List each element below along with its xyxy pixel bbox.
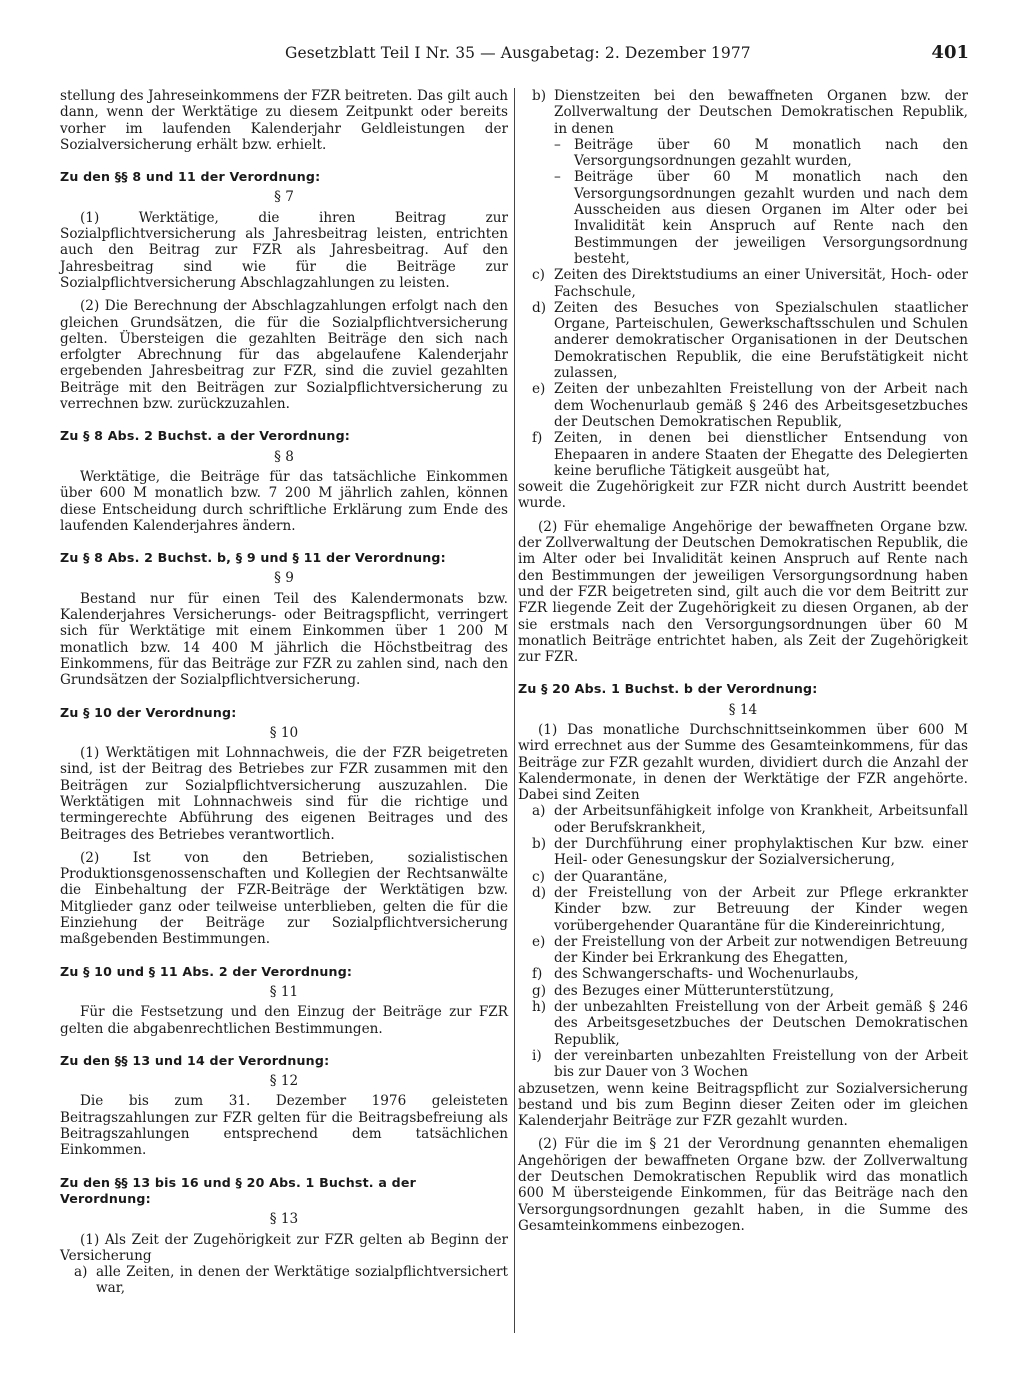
list-text: Zeiten des Besuches von Spezialschulen staatlicher Organe, Parteischulen, Gewerkschaftsschulen und Schulen anderer demokratischer Organisationen in der Deutschen Demokratischen Republik, die eine Berufstätigkeit nicht zulassen, (554, 299, 968, 382)
list-label: a) (74, 1264, 88, 1281)
list-text: der vereinbarten unbezahlten Freistellung von der Arbeit bis zur Dauer von 3 Wochen (554, 1047, 968, 1081)
paragraph-text: soweit die Zugehörigkeit zur FZR nicht durch Austritt beendet wurde. (518, 479, 968, 512)
left-column (60, 88, 508, 1297)
dash-item (554, 169, 968, 267)
section-heading: Zu § 8 Abs. 2 Buchst. b, § 9 und § 11 der Verordnung: (60, 550, 446, 566)
dash-text: Beiträge über 60 M monatlich nach den Versorgungsordnungen gezahlt wurden und nach dem Ausscheiden aus diesen Organen im Alter oder bei Invalidität kein Anspruch auf Rente nach den Bestimmungen der jeweiligen Versorgungsordnung besteht, (574, 169, 968, 267)
paragraph-text: abzusetzen, wenn keine Beitragspflicht zur Sozialversicherung bestand und bis zum Beginn dieser Zeiten oder im gleichen Kalenderjahr Beiträge zur FZR gezahlt wurden. (518, 1080, 968, 1130)
list-text: Zeiten des Direktstudiums an einer Universität, Hoch- oder Fachschule, (554, 267, 968, 300)
paragraph-text: (2) Ist von den Betrieben, sozialistischen Produktionsgenossenschaften und Kollegien der Rechtsanwälte die Einbehaltung der FZR-Beiträge der Werktätigen bzw. Mitglieder ganz oder teilweise unterblieben, gelten die für die Einziehung der Beiträge zur Sozialpflichtversicherung maßgebenden Bestimmungen. (60, 849, 508, 948)
list-text: der Freistellung von der Arbeit zur notwendigen Betreuung der Kinder bei Erkrankung des Ehegatten, (554, 933, 968, 967)
list-label: d) (532, 299, 547, 316)
list-label: c) (532, 868, 545, 885)
list-label: f) (532, 966, 543, 983)
list-item (532, 430, 968, 479)
dash-mark: – (554, 169, 561, 186)
list-label: g) (532, 982, 547, 999)
list-item (532, 999, 968, 1048)
paragraph-number: § 12 (269, 1073, 299, 1090)
list-item (532, 966, 968, 982)
paragraph-text: Werktätige, die Beiträge für das tatsächliche Einkommen über 600 M monatlich bzw. 7 200 M jährlich zahlen, können diese Entscheidung durch schriftliche Erklärung zum Ende des laufenden Kalenderjahres ändern. (60, 468, 508, 534)
paragraph-number: § 8 (274, 448, 294, 465)
paragraph-text: (2) Für die im § 21 der Verordnung genannten ehemaligen Angehörigen der bewaffneten Organe bzw. der Zollverwaltung der Deutschen Demokratischen Republik wird das monatlich 600 M übersteigende Einkommen, für das Beiträge nach den Versorgungsordnungen gezahlt haben, in die Summe des Gesamteinkommens einbezogen. (518, 1136, 968, 1234)
list-label: a) (532, 803, 546, 820)
paragraph-number: § 7 (274, 189, 294, 206)
list-text: Zeiten der unbezahlten Freistellung von der Arbeit nach dem Wochenurlaub gemäß § 246 des Arbeitsgesetzbuches der Deutschen Demokratischen Republik, (554, 381, 968, 430)
paragraph-number: § 11 (269, 983, 299, 1000)
list-item (532, 88, 968, 137)
list-label: b) (532, 88, 547, 104)
list-item (532, 934, 968, 967)
paragraph-text: (1) Werktätigen mit Lohnnachweis, die der FZR beigetreten sind, ist der Beitrag des Betriebes zur FZR zusammen mit den Beiträgen zur Sozialpflichtversicherung auszuzahlen. Die Werktätigen mit Lohnnachweis sind für die richtige und termingerechte Abführung des eigenen Beitrages und des Beitrages des Betriebes verantwortlich. (60, 745, 508, 843)
paragraph-text: (2) Für ehemalige Angehörige der bewaffneten Organe bzw. der Zollverwaltung der Deutschen Demokratischen Republik, die im Alter oder bei Invalidität keinen Anspruch auf Rente nach den Bestimmungen der jeweiligen Versorgungsordnung haben und der FZR beigetreten sind, gilt auch die vor dem Beitritt zur FZR liegende Zeit der Zugehörigkeit zu diesen Organen, ab der sie erstmals nach den Versorgungsordnungen über 60 M monatlich Beiträge entrichtet haben, als Zeit der Zugehörigkeit zur FZR. (518, 518, 968, 666)
paragraph-number: § 10 (269, 724, 299, 741)
list-item (532, 885, 968, 934)
list-label: c) (532, 267, 545, 284)
list (518, 803, 968, 1080)
section-heading: Zu § 20 Abs. 1 Buchst. b der Verordnung: (518, 681, 818, 697)
paragraph-text: (1) Das monatliche Durchschnittseinkommen über 600 M wird errechnet aus der Summe des Gesamteinkommens, für das Beiträge zur FZR gezahlt wurden, dividiert durch die Anzahl der Kalendermonate, in denen der Werktätige der FZR angehörte. Dabei sind Zeiten (518, 721, 968, 804)
list-text: Dienstzeiten bei den bewaffneten Organen bzw. der Zollverwaltung der Deutschen Demokratischen Republik, in denen (554, 88, 968, 137)
list-item (532, 869, 968, 885)
list-label: d) (532, 884, 547, 901)
right-column (518, 88, 968, 1234)
list-item (532, 803, 968, 836)
list-item (532, 267, 968, 300)
paragraph-text: Die bis zum 31. Dezember 1976 geleisteten Beitragszahlungen zur FZR gelten für die Beitragsbefreiung als Beitragszahlungen entsprechend dem tatsächlichen Einkommen. (60, 1093, 508, 1159)
list-text: der Durchführung einer prophylaktischen Kur bzw. einer Heil- oder Genesungskur der Sozialversicherung, (554, 836, 968, 869)
list-item (532, 1048, 968, 1081)
list-item (74, 1264, 508, 1297)
list-label: e) (532, 933, 546, 950)
page-header (55, 40, 969, 70)
section-heading: Zu den §§ 8 und 11 der Verordnung: (60, 169, 321, 185)
header-title: Gesetzblatt Teil I Nr. 35 — Ausgabetag: 2. Dezember 1977 (285, 44, 751, 62)
list-text: der Arbeitsunfähigkeit infolge von Krankheit, Arbeitsunfall oder Berufskrankheit, (554, 803, 968, 836)
list-label: f) (532, 430, 543, 447)
dash-mark: – (554, 136, 561, 153)
list-item (532, 983, 968, 999)
paragraph-text: Bestand nur für einen Teil des Kalendermonats bzw. Kalenderjahres Versicherungs- oder Beitragspflicht, verringert sich für Werktätige mit einem Einkommen über 1 200 M monatlich bzw. 14 400 M jährlich die Höchstbeitrag des Einkommens, für das Beiträge zur FZR zu zahlen sind, nach den Grundsätzen der Sozialpflichtversicherung. (60, 590, 508, 689)
list-label: h) (532, 999, 547, 1016)
list-text: des Schwangerschafts- und Wochenurlaubs, (554, 966, 859, 983)
list-text: der Quarantäne, (554, 868, 668, 885)
section-heading: Zu § 10 und § 11 Abs. 2 der Verordnung: (60, 963, 353, 979)
list-item (532, 836, 968, 869)
column-divider (514, 88, 515, 1333)
list-text: Zeiten, in denen bei dienstlicher Entsendung von Ehepaaren in andere Staaten der Ehegatte des Delegierten keine berufliche Tätigkeit ausgeübt hat, (554, 430, 968, 479)
list-text: der Freistellung von der Arbeit zur Pflege erkrankter Kinder bzw. zur Betreuung der Kinder wegen vorübergehender Quarantäne für die Kindereinrichtung, (554, 884, 968, 934)
paragraph-text: (1) Werktätige, die ihren Beitrag zur Sozialpflichtversicherung als Jahresbeitrag leisten, entrichten auch den Beitrag zur FZR als Jahresbeitrag. Auf den Jahresbeitrag sind wie für die Beiträge zur Sozialpflichtversicherung Abschlagzahlungen zu leisten. (60, 209, 508, 291)
list-text: des Bezuges einer Mütterunterstützung, (554, 982, 835, 999)
list-item (532, 381, 968, 430)
dash-text: Beiträge über 60 M monatlich nach den Versorgungsordnungen gezahlt wurden, (574, 136, 968, 170)
paragraph-number: § 13 (269, 1211, 299, 1228)
section-heading: Zu § 10 der Verordnung: (60, 704, 237, 720)
page-number: 401 (931, 42, 969, 63)
list-label: b) (532, 836, 547, 853)
section-heading: Zu den §§ 13 bis 16 und § 20 Abs. 1 Buchst. a der Verordnung: (60, 1174, 417, 1206)
section-heading: Zu § 8 Abs. 2 Buchst. a der Verordnung: (60, 428, 351, 444)
dash-item (554, 137, 968, 170)
list-text: alle Zeiten, in denen der Werktätige sozialpflichtversichert war, (96, 1264, 508, 1297)
list-label: e) (532, 381, 546, 398)
list-label: i) (532, 1047, 542, 1064)
paragraph-number: § 9 (274, 570, 294, 587)
intro-paragraph: stellung des Jahreseinkommens der FZR beitreten. Das gilt auch dann, wenn der Werktätige zu diesem Zeitpunkt oder bereits vorher im laufenden Kalenderjahr Geldleistungen der Sozialversicherung erhält bzw. erhielt. (60, 88, 508, 153)
paragraph-number: § 14 (728, 701, 758, 718)
paragraph-text: Für die Festsetzung und den Einzug der Beiträge zur FZR gelten die abgabenrechtlichen Bestimmungen. (60, 1004, 508, 1037)
paragraph-text: (2) Die Berechnung der Abschlagzahlungen erfolgt nach den gleichen Grundsätzen, die für die Sozialpflichtversicherung gelten. Übersteigen die gezahlten Beiträge den sich nach erfolgter Abrechnung für das abgelaufene Kalenderjahr ergebenden Jahresbeitrag zur FZR, sind die zuviel gezahlten Beiträge mit den Beiträgen zur Sozialpflichtversicherung zu verrechnen bzw. zurückzuzahlen. (60, 298, 508, 413)
list-text: der unbezahlten Freistellung von der Arbeit gemäß § 246 des Arbeitsgesetzbuches der Deutschen Demokratischen Republik, (554, 999, 968, 1048)
paragraph-text: (1) Als Zeit der Zugehörigkeit zur FZR gelten ab Beginn der Versicherung (60, 1231, 508, 1264)
list-item (532, 300, 968, 381)
section-heading: Zu den §§ 13 und 14 der Verordnung: (60, 1052, 330, 1068)
